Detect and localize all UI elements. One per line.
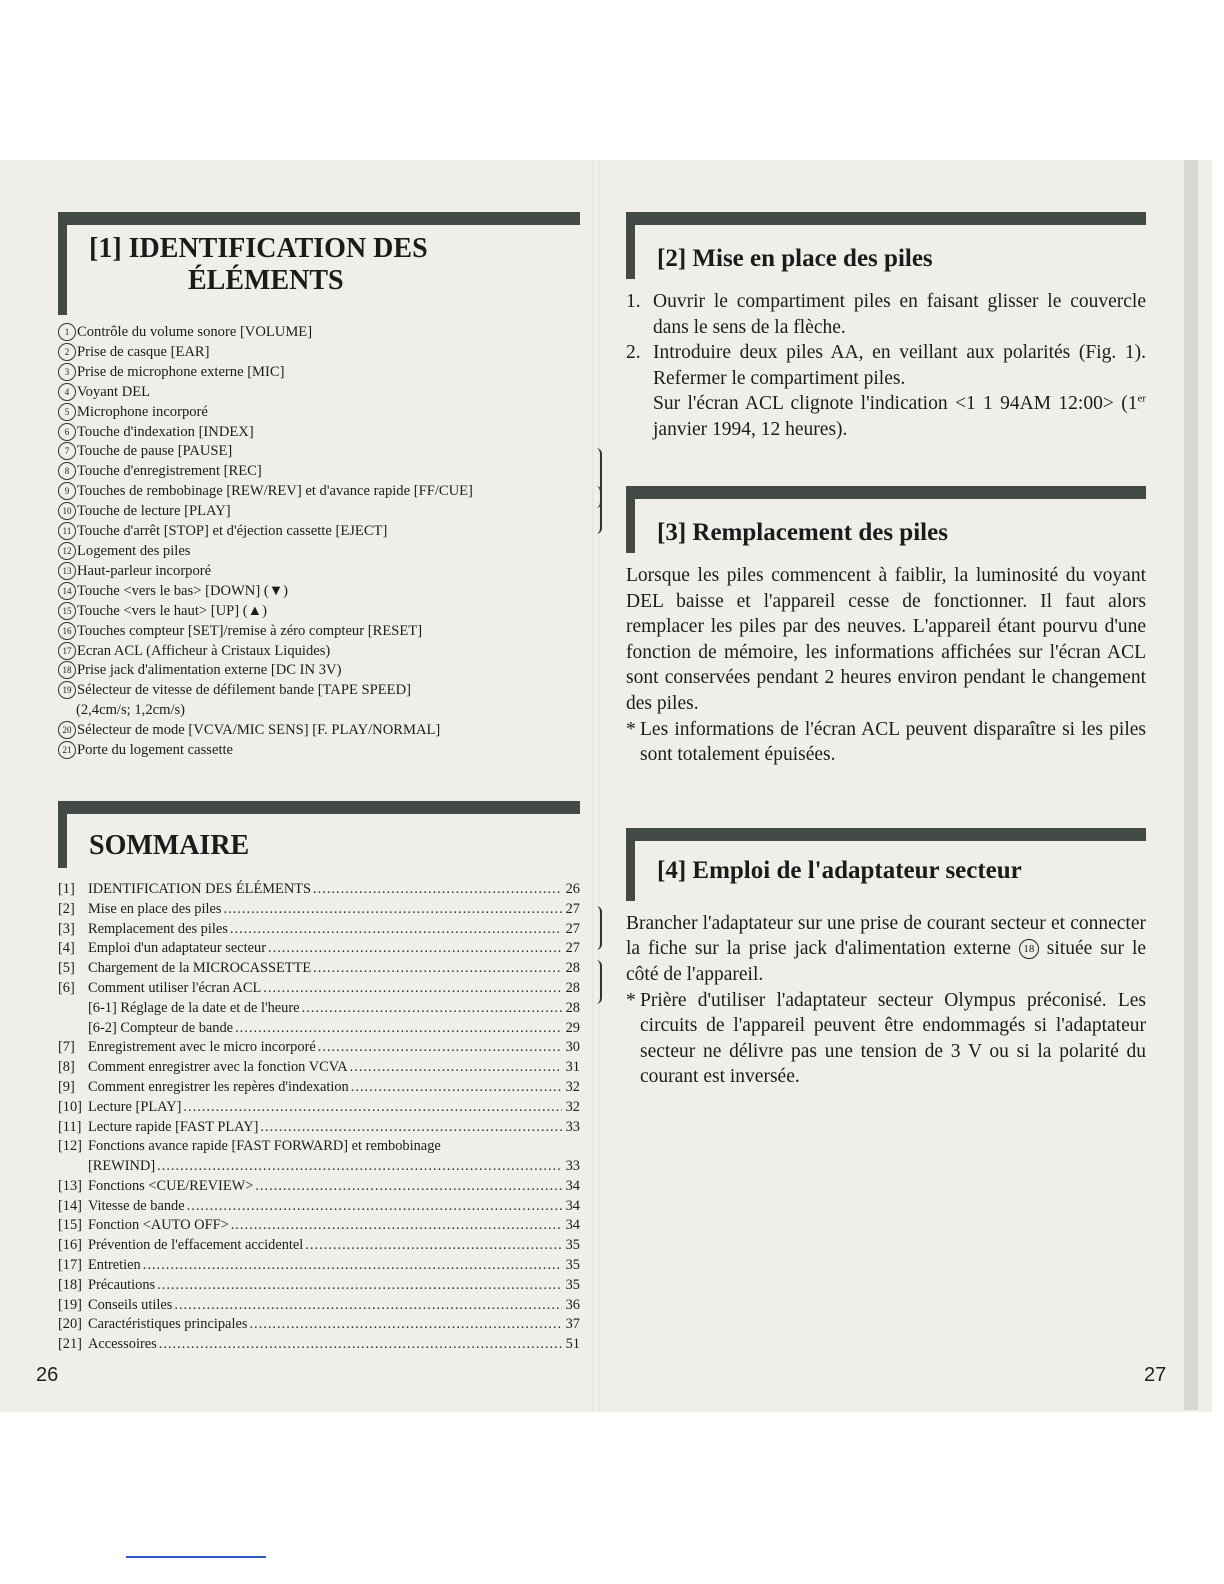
circled-number: 10 bbox=[58, 502, 76, 520]
toc-title: Remplacement des piles bbox=[88, 920, 228, 937]
heading-remplacement bbox=[626, 486, 1146, 553]
toc-number: [10] bbox=[58, 1098, 82, 1115]
toc-title: Précautions bbox=[88, 1276, 156, 1293]
toc-page: 37 bbox=[565, 1316, 580, 1333]
circled-number: 11 bbox=[58, 522, 76, 540]
toc-number: [5] bbox=[58, 960, 75, 977]
list-item bbox=[58, 721, 580, 741]
toc-entry bbox=[58, 920, 580, 940]
list-item bbox=[58, 582, 580, 602]
element-label: Prise jack d'alimentation externe [DC IN 3V) bbox=[77, 662, 342, 679]
toc-entry bbox=[58, 1296, 580, 1316]
circled-number: 18 bbox=[58, 661, 76, 679]
list-item bbox=[58, 562, 580, 582]
toc-entry bbox=[58, 1118, 580, 1138]
list-item bbox=[58, 741, 580, 761]
element-label: Touche d'arrêt [STOP] et d'éjection cassette [EJECT] bbox=[77, 523, 388, 540]
element-label: Contrôle du volume sonore [VOLUME] bbox=[77, 324, 313, 340]
toc-title: Fonctions <CUE/REVIEW> bbox=[88, 1177, 254, 1194]
toc-entry bbox=[58, 999, 580, 1019]
section-4-note-text: Prière d'utiliser l'adaptateur secteur Olympus préconisé. Les circuits de l'appareil peuvent être endommagés si l'adaptateur secteur ne délivre pas une tension de 3 V ou si la polarité du courant est inversée. bbox=[640, 989, 1146, 1088]
section-2-title: [2] Mise en place des piles bbox=[657, 245, 933, 272]
element-label: Sélecteur de vitesse de défilement bande [TAPE SPEED] bbox=[77, 682, 411, 699]
list-item bbox=[58, 661, 580, 681]
list-item bbox=[58, 642, 580, 662]
toc-page: 35 bbox=[565, 1237, 580, 1254]
toc-number: [3] bbox=[58, 920, 75, 937]
heading-sommaire bbox=[58, 801, 580, 868]
toc-number: [8] bbox=[58, 1059, 75, 1076]
toc-page: 35 bbox=[565, 1276, 580, 1293]
toc-title: IDENTIFICATION DES ÉLÉMENTS bbox=[88, 880, 312, 897]
toc-number: [9] bbox=[58, 1078, 75, 1095]
toc-entry bbox=[58, 1276, 580, 1296]
toc-leader bbox=[155, 1276, 562, 1296]
toc-number: [7] bbox=[58, 1039, 75, 1056]
toc-title: Enregistrement avec le micro incorporé bbox=[88, 1039, 316, 1056]
toc-number: [18] bbox=[58, 1276, 82, 1293]
toc-leader bbox=[303, 1236, 562, 1256]
section-1-number: [1] bbox=[89, 233, 122, 264]
circled-number: 19 bbox=[58, 681, 76, 699]
toc-leader bbox=[311, 959, 562, 979]
toc-number: [17] bbox=[58, 1257, 82, 1274]
toc-leader bbox=[316, 1038, 562, 1058]
list-item bbox=[58, 343, 580, 363]
list-item bbox=[58, 462, 580, 482]
toc-page: 33 bbox=[565, 1158, 580, 1175]
toc-entry bbox=[58, 1256, 580, 1276]
toc-entry bbox=[58, 1058, 580, 1078]
toc-page: 32 bbox=[565, 1078, 580, 1095]
gutter-mark bbox=[594, 960, 602, 1004]
superscript: er bbox=[1137, 392, 1146, 405]
toc-title: Vitesse de bande bbox=[88, 1197, 185, 1214]
toc-leader bbox=[141, 1256, 562, 1276]
toc-leader bbox=[229, 1216, 562, 1236]
toc-entry bbox=[58, 880, 580, 900]
toc-entry bbox=[58, 1098, 580, 1118]
toc-page: 27 bbox=[565, 900, 580, 917]
toc-entry bbox=[58, 1137, 580, 1177]
section-1-title bbox=[89, 233, 580, 297]
element-label: Touche de pause [PAUSE] bbox=[77, 443, 233, 460]
toc-leader bbox=[349, 1078, 562, 1098]
element-label: Touche de lecture [PLAY] bbox=[77, 503, 231, 520]
section-3-note-text: Les informations de l'écran ACL peuvent disparaître si les piles sont totalement épuisées. bbox=[640, 718, 1146, 766]
toc-page: 28 bbox=[565, 979, 580, 996]
heading-identification bbox=[58, 212, 580, 315]
element-label: Sélecteur de mode [VCVA/MIC SENS] [F. PLAY/NORMAL] bbox=[77, 722, 441, 739]
toc-leader bbox=[172, 1296, 562, 1316]
section-1-title-line2: ÉLÉMENTS bbox=[188, 265, 344, 296]
bottom-rule bbox=[126, 1556, 266, 1558]
toc-number: [11] bbox=[58, 1118, 82, 1135]
toc-page: 33 bbox=[565, 1118, 580, 1135]
section-4-title: [4] Emploi de l'adaptateur secteur bbox=[657, 856, 1022, 884]
step-1-text: Ouvrir le compartiment piles en faisant glisser le couvercle dans le sens de la flèche. bbox=[653, 291, 1146, 338]
toc-entry bbox=[58, 1335, 580, 1355]
element-label: Haut-parleur incorporé bbox=[77, 562, 212, 579]
toc-entry bbox=[58, 959, 580, 979]
left-page bbox=[58, 212, 580, 1355]
list-item bbox=[58, 403, 580, 423]
circled-number: 1 bbox=[58, 323, 76, 341]
toc-entry bbox=[58, 900, 580, 920]
toc-number: [21] bbox=[58, 1336, 82, 1353]
toc-leader bbox=[247, 1315, 562, 1335]
list-item bbox=[58, 542, 580, 562]
circled-number: 14 bbox=[58, 582, 76, 600]
toc-entry bbox=[58, 1216, 580, 1236]
toc-leader bbox=[311, 880, 562, 900]
toc-page: 34 bbox=[565, 1197, 580, 1214]
elements-list bbox=[58, 323, 580, 761]
toc-number bbox=[58, 1019, 88, 1039]
page-number-left: 26 bbox=[36, 1364, 59, 1386]
toc-page: 27 bbox=[565, 920, 580, 937]
element-label: Touche d'indexation [INDEX] bbox=[77, 423, 254, 440]
table-of-contents bbox=[58, 880, 580, 1355]
right-page bbox=[626, 212, 1146, 1090]
circled-number: 15 bbox=[58, 602, 76, 620]
step-2-line-b-end: janvier 1994, 12 heures). bbox=[653, 418, 848, 440]
toc-title: [6-1] Réglage de la date et de l'heure bbox=[88, 999, 300, 1016]
toc-title: Comment enregistrer avec la fonction VCVA bbox=[88, 1059, 348, 1076]
section-4-text-b: située sur le côté de l'appareil. bbox=[626, 938, 1147, 985]
element-label: Logement des piles bbox=[77, 542, 191, 559]
toc-title: Entretien bbox=[88, 1257, 141, 1274]
toc-number: [1] bbox=[58, 880, 75, 897]
toc-number: [16] bbox=[58, 1237, 82, 1254]
section-3-paragraph: Lorsque les piles commencent à faiblir, la luminosité du voyant DEL baisse et l'appareil cesse de fonctionner. Il faut alors remplacer les piles par des neuves. L'appareil étant pourvu d'une fonction de mémoire, les informations affichées sur l'écran ACL sont conservées pendant 2 heures environ pendant le changement des piles. bbox=[626, 565, 1146, 714]
toc-leader bbox=[221, 900, 562, 920]
page-number-right: 27 bbox=[1144, 1364, 1167, 1386]
toc-page: 28 bbox=[565, 960, 580, 977]
element-label: Ecran ACL (Afficheur à Cristaux Liquides) bbox=[77, 642, 331, 659]
circled-number: 13 bbox=[58, 562, 76, 580]
element-label-continued: (2,4cm/s; 1,2cm/s) bbox=[76, 702, 186, 719]
element-label: Touche d'enregistrement [REC] bbox=[77, 463, 262, 480]
element-label: Touche <vers le haut> [UP] (▲) bbox=[77, 602, 267, 619]
section-3-title: [3] Remplacement des piles bbox=[657, 519, 948, 546]
section-3-note: * Les informations de l'écran ACL peuvent disparaître si les piles sont totalement épuisées. bbox=[626, 717, 1146, 768]
toc-title: Emploi d'un adaptateur secteur bbox=[88, 940, 267, 957]
toc-entry bbox=[58, 1197, 580, 1217]
section-4-text-a: Brancher l'adaptateur sur une prise de courant secteur et connecter la fiche sur la prise jack d'alimentation externe bbox=[626, 912, 1146, 960]
toc-page: 35 bbox=[565, 1257, 580, 1274]
toc-number: [2] bbox=[58, 900, 75, 917]
element-label: Touches compteur [SET]/remise à zéro compteur [RESET] bbox=[77, 622, 423, 639]
list-item bbox=[58, 502, 580, 522]
circled-number: 3 bbox=[58, 363, 76, 381]
circled-number: 17 bbox=[58, 642, 76, 660]
element-label: Prise de casque [EAR] bbox=[77, 343, 210, 360]
toc-entry bbox=[58, 1177, 580, 1197]
toc-number bbox=[58, 999, 88, 1019]
toc-page: 28 bbox=[565, 999, 580, 1016]
toc-title-continued: [REWIND] bbox=[88, 1158, 156, 1175]
toc-leader bbox=[228, 920, 562, 940]
toc-leader bbox=[185, 1197, 562, 1217]
toc-leader bbox=[233, 1019, 562, 1039]
list-item: 2. Introduire deux piles AA, en veillant aux polarités (Fig. 1). Refermer le compartiment piles. Sur l'écran ACL clignote l'indication <1 1 94AM 12:00> (1er janvier 1994, 12 heures). bbox=[626, 340, 1146, 442]
section-3 bbox=[626, 486, 1146, 768]
sommaire-title: SOMMAIRE bbox=[89, 829, 250, 861]
circled-number: 12 bbox=[58, 542, 76, 560]
toc-title: Accessoires bbox=[88, 1336, 157, 1353]
toc-number: [20] bbox=[58, 1316, 82, 1333]
element-label: Porte du logement cassette bbox=[77, 742, 234, 759]
section-4-paragraph bbox=[626, 911, 1146, 988]
circled-number: 6 bbox=[58, 423, 76, 441]
toc-number: [12] bbox=[58, 1138, 82, 1155]
section-4 bbox=[626, 828, 1146, 1090]
toc-title: Lecture [PLAY] bbox=[88, 1098, 182, 1115]
step-2-text bbox=[653, 340, 1146, 442]
toc-number: [6] bbox=[58, 979, 75, 996]
toc-title: Fonction <AUTO OFF> bbox=[88, 1217, 229, 1234]
toc-title: Conseils utiles bbox=[88, 1296, 173, 1313]
toc-leader bbox=[266, 939, 562, 959]
toc-page: 31 bbox=[565, 1059, 580, 1076]
list-item bbox=[58, 482, 580, 502]
toc-entry bbox=[58, 939, 580, 959]
reference-number: 18 bbox=[1019, 939, 1039, 959]
element-label: Voyant DEL bbox=[77, 383, 151, 400]
gutter-mark bbox=[594, 906, 602, 950]
toc-entry bbox=[58, 1038, 580, 1058]
circled-number: 8 bbox=[58, 462, 76, 480]
element-label: Touche <vers le bas> [DOWN] (▼) bbox=[77, 582, 289, 599]
list-item: 1. Ouvrir le compartiment piles en faisant glisser le couvercle dans le sens de la flèche. bbox=[626, 289, 1146, 340]
list-item bbox=[58, 323, 580, 343]
element-label: Prise de microphone externe [MIC] bbox=[77, 363, 285, 380]
list-item bbox=[58, 522, 580, 542]
toc-page: 34 bbox=[565, 1217, 580, 1234]
toc-number: [14] bbox=[58, 1197, 82, 1214]
toc-title: Mise en place des piles bbox=[88, 900, 222, 917]
toc-title: Chargement de la MICROCASSETTE bbox=[88, 960, 312, 977]
circled-number: 9 bbox=[58, 482, 76, 500]
toc-entry bbox=[58, 1019, 580, 1039]
gutter-mark bbox=[594, 486, 602, 534]
toc-leader bbox=[261, 979, 562, 999]
toc-page: 26 bbox=[565, 880, 580, 897]
toc-title: Prévention de l'effacement accidentel bbox=[88, 1237, 304, 1254]
list-item bbox=[58, 622, 580, 642]
list-item bbox=[58, 383, 580, 403]
heading-mise-en-place bbox=[626, 212, 1146, 279]
circled-number: 5 bbox=[58, 403, 76, 421]
toc-entry bbox=[58, 1315, 580, 1335]
list-item bbox=[58, 442, 580, 462]
section-2 bbox=[626, 212, 1146, 442]
heading-adaptateur bbox=[626, 828, 1146, 901]
toc-title: [6-2] Compteur de bande bbox=[88, 1019, 234, 1036]
toc-leader bbox=[348, 1058, 562, 1078]
element-label: Microphone incorporé bbox=[77, 403, 208, 420]
circled-number: 16 bbox=[58, 622, 76, 640]
toc-page: 27 bbox=[565, 940, 580, 957]
section-1-title-line1: IDENTIFICATION DES bbox=[128, 233, 428, 264]
toc-title: Comment enregistrer les repères d'indexation bbox=[88, 1078, 349, 1095]
toc-leader bbox=[155, 1157, 562, 1177]
gutter bbox=[592, 160, 600, 1412]
circled-number: 2 bbox=[58, 343, 76, 361]
toc-leader bbox=[157, 1335, 562, 1355]
toc-page: 32 bbox=[565, 1098, 580, 1115]
toc-entry bbox=[58, 1236, 580, 1256]
list-item bbox=[58, 423, 580, 443]
toc-entry bbox=[58, 979, 580, 999]
step-2-line-a: Introduire deux piles AA, en veillant aux polarités (Fig. 1). Refermer le compartiment piles. bbox=[653, 342, 1146, 389]
element-label: Touches de rembobinage [REW/REV] et d'avance rapide [FF/CUE] bbox=[77, 483, 473, 500]
list-item bbox=[58, 602, 580, 622]
list-item bbox=[58, 363, 580, 383]
toc-entry bbox=[58, 1078, 580, 1098]
section-4-note: * Prière d'utiliser l'adaptateur secteur Olympus préconisé. Les circuits de l'appareil peuvent être endommagés si l'adaptateur secteur ne délivre pas une tension de 3 V ou si la polarité du courant est inversée. bbox=[626, 988, 1146, 1090]
toc-title: Caractéristiques principales bbox=[88, 1316, 248, 1333]
section-2-steps bbox=[626, 289, 1146, 442]
toc-leader bbox=[181, 1098, 562, 1118]
toc-number: [4] bbox=[58, 940, 75, 957]
toc-page: 36 bbox=[565, 1296, 580, 1313]
toc-title: Lecture rapide [FAST PLAY] bbox=[88, 1118, 259, 1135]
circled-number: 20 bbox=[58, 721, 76, 739]
toc-number: [13] bbox=[58, 1177, 82, 1194]
toc-page: 34 bbox=[565, 1177, 580, 1194]
toc-leader bbox=[253, 1177, 562, 1197]
circled-number: 7 bbox=[58, 442, 76, 460]
circled-number: 21 bbox=[58, 741, 76, 759]
circled-number: 4 bbox=[58, 383, 76, 401]
toc-number: [15] bbox=[58, 1217, 82, 1234]
toc-page: 29 bbox=[565, 1019, 580, 1036]
page-edge bbox=[1184, 160, 1198, 1410]
toc-page: 30 bbox=[565, 1039, 580, 1056]
toc-page: 51 bbox=[565, 1336, 580, 1353]
toc-leader bbox=[300, 999, 562, 1019]
toc-title: Fonctions avance rapide [FAST FORWARD] et rembobinage bbox=[88, 1138, 441, 1155]
step-2-line-b: Sur l'écran ACL clignote l'indication <1 1 94AM 12:00> (1 bbox=[653, 393, 1138, 414]
toc-number: [19] bbox=[58, 1296, 82, 1313]
toc-title: Comment utiliser l'écran ACL bbox=[88, 979, 262, 996]
list-item bbox=[58, 681, 580, 721]
toc-leader bbox=[258, 1118, 562, 1138]
